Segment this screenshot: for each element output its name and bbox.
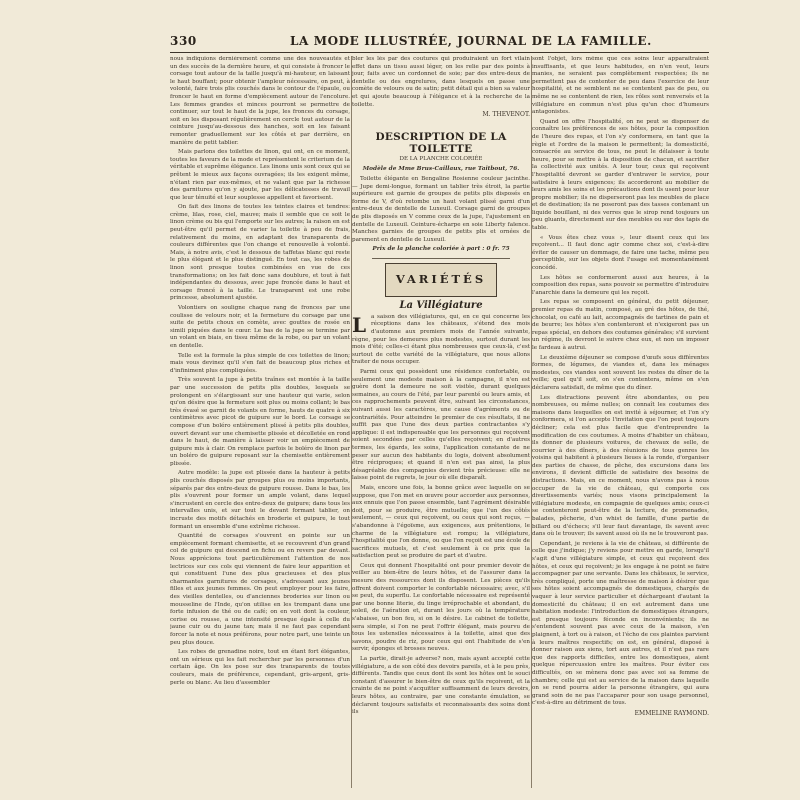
paragraph: Les robes de grenadine noire, tout en étant fort élégantes, ont un sérieux qui les fait rechercher par les personnes d'un certain âge. On les pose sur des transparents de toutes couleurs, mais de préférence, cependant, gris-argent, gris-perle ou blanc. Au lieu d'assembler xyxy=(170,649,350,686)
paragraph: Mais parlons des toilettes de linon, qui ont, en ce moment, toutes les faveurs de la mode et représentent le criterium de la véritable et suprême élégance. Les linons unis sont ceux qui se prêtent le mieux aux façons ouvragées; ils les exigent même, n'étant rien par eux-mêmes, et ne valant que par la richesse des garnitures qu'on y ajoute, par les délicatesses de travail que leur ténuité et leur souplesse appellent et favorisent. xyxy=(170,149,350,201)
paragraph: On fait des linons de toutes les teintes claires et tendres: crème, lilas, rose, ciel, mauve; mais il semble que ce soit le linon crème ou bis qui l'emporte sur les autres; la raison en est peut-être qu'il permet de varier la toilette à peu de frais, relativement du moins, en adaptant des transparents de couleurs différentes que l'on change et renouvelle à volonté. Mais, à notre avis, c'est le dessous de taffetas blanc qui reste le plus élégant et le plus distingué. En tout cas, les robes de linon sont presque toutes combinées en vue de ces transformations; on les fait donc sans doublure, et tout à fait indépendantes du dessous, avec jupe froncée dans le haut et corsage froncé à la taille. Le transparent est une robe princesse, absolument ajustée. xyxy=(170,204,350,302)
journal-title: LA MODE ILLUSTRÉE, JOURNAL DE LA FAMILLE. xyxy=(290,34,652,48)
paragraph: Parmi ceux qui possèdent une résidence confortable, ou seulement une modeste maison à la campagne, il n'en est guère dont la demeure ne soit visitée, durant quelques semaines, au cours de l'été, par leur parenté ou leurs amis, et ces rapprochements peuvent être, suivant les circonstances, suivant aussi les caractères, une cause d'agréments ou de contrariétés. Pour atteindre le premier de ces résultats, il ne suffit pas que l'une des deux parties contractantes s'y applique: il est indispensable que les personnes qui reçoivent soient secondées par celles qu'elles reçoivent; en d'autres termes, les égards, les soins, l'application constante de ne peser sur aucun des habitants du logis, doivent absolument être réciproques; et quand il n'en est pas ainsi, la plus désagréable des compagnies devient très précieuse: elle ne laisse point de regrets, le jour où elle disparaît. xyxy=(352,369,530,482)
article-signature: EMMELINE RAYMOND. xyxy=(634,709,709,717)
paragraph: Les hôtes se conformeront aussi aux heures, à la composition des repas, sans pouvoir se permettre d'introduire l'anarchie dans la demeure qui les reçoit. xyxy=(532,274,709,296)
article-body xyxy=(352,314,530,717)
paragraph: La partie, dirait-je adverse? non, mais ayant accepté cette villégiature, a de son côté des devoirs pareils, et à le peu près, différents. Tandis que ceux dont ils sont les hôtes ont le souci constant d'assurer le bien-être de ceux qu'ils reçoivent, et la crainte de ne point s'acquitter suffisamment de leurs devoirs, leurs hôtes, au contraire, par une constante émulation, se déclarent toujours satisfaits et reconnaissants des soins dont ils xyxy=(352,656,530,716)
section-banner-wrap xyxy=(352,263,530,297)
paragraph: Ceux qui donnent l'hospitalité ont pour premier devoir de veiller au bien-être de leurs hôtes, et de l'assurer dans la mesure des ressources dont ils disposent. Les pièces qu'ils offrent doivent comporter le confortable nécessaire; avec, s'il se peut, du superflu. Le confortable nécessaire est représenté par une bonne literie, du linge irréprochable et abondant, du soleil, de l'aération et, durant les jours où la température s'abaisse, un bon feu, si on le désire. Le cabinet de toilette, sera simple, si l'on ne peut l'offrir élégant, mais pourvu de tous les ustensiles nécessaires à la toilette, ainsi que des savons, poudre de riz, pour ceux qui ont l'habitude de s'en servir, éponges et brosses neuves. xyxy=(352,562,530,653)
paragraph: nous indiquions dernièrement comme une des nouveautés et un des succès de la dernière heure, et qui consiste à froncer le corsage tout autour de la taille jusqu'à mi-hauteur, en laissant le haut bouffant; pour obtenir l'ampleur nécessaire, on peut, à volonté, faire trois plis couchés dans le contour de l'épaule, ou froncer le haut en forme d'empiècement autour de l'encolure. Les femmes grandes et minces pourront se permettre de continuer, sur tout le haut de la jupe, les fronces du corsage, soit en les disposant régulièrement en cercle tout autour de la ceinture jusqu'au-dessous des hanches, soit en les faisant remonter graduellement sur les côtés et par derrière, en manière de petit tablier. xyxy=(170,56,350,146)
paragraph: Très souvent la jupe à petits traînes est montée à la taille par une succession de petits plis doubles, lesquels se prolongent en s'élargissant sur une hauteur qui varie, selon qu'on désire que la fermeture soit plus ou moins collant; le bas très évasé se garnit de volants en forme, hauts de quatre à six centimètres avec picot de guipure sur le bord. Le corsage se compose d'un boléro entièrement plissé à petits plis doubles, ouvert devant sur une chemisette plissée et décolletée en rond dans le haut, de manière à laisser voir un empiècement de guipure mis à clair. On remplace parfois le boléro de linon par un boléro de guipure reposant sur la chemisette entièrement plissée. xyxy=(170,377,350,467)
paragraph: Les repas se composent en général, du petit déjeuner, premier repas du matin, composé, au gré des hôtes, de thé, chocolat, ou café au lait, accompagnés de tartines de pain et de beurre; les hôtes s'en contenteront et n'exigeront pas un repas spécial, en dehors des coutumes générales; s'il survient un régime, ils devront le suivre chez eux, et non un imposer le fardeau à autrui. xyxy=(532,299,709,351)
varietes-banner xyxy=(385,263,497,297)
paragraph: Mais, encore une fois, la bonne grâce avec laquelle on se suppose, que l'on met en œuvre pour accorder aux personnes, aux ennuis que l'on passe ensemble, tant l'agrément désirable doit, pour se produire, être mutuelle; que l'un des côtés seulement, — ceux qui reçoivent, ou ceux qui sont reçus, — s'abandonne à l'égoïsme, aux exigences, aux prétentions, le charme de la villégiature est rompu; la villégiature, l'hospitalité que l'on donne, ou que l'on reçoit est une école de sacrifices mutuels, et c'est seulement à ce prix que la satisfaction peut se produire de part et d'autre. xyxy=(352,484,530,560)
paragraph: Quantité de corsages s'ouvrent en pointe sur un empiècement formant chemisette, et se recouvrent d'un grand col de guipure qui descend en fichu ou en revers par devant. Nous apprécions tout particulièrement l'attention de nos lectrices sur ces cols qui viennent de faire leur apparition et qui constituent l'une des plus gracieuses et des plus charmantes garnitures de corsages, s'adressant aux jeunes filles et aux jeunes femmes. On peut employer pour les faire, des vieilles dentelles, ou d'anciennes broderies sur linon ou mousseline de l'Inde, qu'on utilise en les trempant dans une forte infusion de thé ou de café; on en voit dont la couleur, cerise ou rousse, a une intensité presque égale à celle du jaune cuir ou du jaune tan; mais il ne faut pas cependant forcer la note et nous préférons, pour notre part, une teinte un peu plus douce. xyxy=(170,533,350,646)
section-divider xyxy=(372,258,510,259)
description-title: DESCRIPTION DE LA TOILETTE xyxy=(375,130,507,155)
header-rule xyxy=(170,52,709,53)
page-header xyxy=(170,34,710,54)
description-text: Toilette élégante en Bengaline Rosienne couleur jacinthe. — Jupe demi-longue, formant un tablier très étroit, la partie supérieure est garnie de groupes de petits plis disposés en forme de V, d'où retombe un haut volant plissé garni d'un entre-deux de dentelle de Luxeuil. Corsage garni de groupes de plis disposés en V comme ceux de la jupe, l'ajustement en dentelle de Luxeuil. Ceinture-écharpe en soie Liberty faïence. Manches garnies de groupes de petits plis et ornées de parement en dentelle de Luxeuil. xyxy=(352,175,530,243)
paragraph: sont l'objet, lors même que ces soins leur apparaîtraient insuffisants, et que leurs habitudes, en n'en veut, leurs manies, ne seraient pas complètement respectées; ils ne permettent pas de contenter de peu dans l'exercice de leur hospitalité, et ne semblent ne se contentent pas de peu, ou même ne se contentent de rien, les rôles sont renversés et la villégiature en commun n'est plus qu'un choc d'humeurs antagonistes. xyxy=(532,56,709,116)
paragraph: bler les lés par des coutures qui produiraient un fort vilain effet dans un tissu aussi léger, on les relie par des points à jour, faits avec un cordonnet de soie; par des entre-deux de dentelle ou des engrelures, dans lesquels on passe une comète de velours ou de satin; petit détail qui a bien sa valeur et qui ajoute beaucoup à l'élégance et à la recherche de la toilette. xyxy=(352,56,530,108)
paragraph: Telle est la formule la plus simple de ces toilettes de linon; mais vous devinez qu'il s'en fait de beaucoup plus riches et d'infiniment plus compliquées. xyxy=(170,352,350,374)
description-subtitle: DE LA PLANCHE COLORIÉE xyxy=(399,155,483,162)
paragraph: Cependant, je reviens à la vie de château, si différente de celle que j'indique; j'y reviens pour mettre en garde, lorsqu'il s'agit d'une villégiature simple, et ceux qui reçoivent des hôtes, et ceux qui reçoivent; je les engage à ne point se faire accompagner par une servante. Dans les châteaux, le service, très compliqué, porte une maîtresse de maison à désirer que ses hôtes soient accompagnés de domestiques, chargés de vaquer à leur service particulier et déchargeant d'autant la domesticité du château; il en est autrement dans une habitation modeste: l'introduction de domestiques étrangers, est presque toujours féconde en inconvénients; ils ne s'entendent souvent pas avec ceux de la maison, s'en plaignent, à tort ou à raison, et l'écho de ces plaintes parvient à leurs maîtres respectifs; on est, en général, disposé à donner raison aux siens, tort aux autres, et il n'est pas rare que des rapports difficiles, entre les domestiques, aient quelque répercussion entre les maîtres. Pour éviter ces difficultés, on se mènera donc pas avec soi sa femme de chambre; celle qui est au service de la maison dans laquelle on se rend pourra aider la personne étrangère, qui aura grand soin de ne pas l'accaparer pour son usage personnel, c'est-à-dire au détriment de tous. xyxy=(532,540,709,707)
section-banner-label: VARIÉTÉS xyxy=(395,272,487,287)
paragraph: Le deuxième déjeuner se compose d'œufs sous différentes formes, de légumes, de viandes et, dans les ménages modestes, ces viandes sont souvent les restes du dîner de la veille; quel qu'il soit, on s'en contentera, même on s'en déclarera satisfait, de même que du dîner. xyxy=(532,354,709,391)
paragraph: Les distractions peuvent être abondantes, ou peu nombreuses, ou même nulles; on connaît les coutumes des maisons dans lesquelles on est invité à séjourner, et l'on s'y conformera, si l'on accepte l'invitation que l'on peut toujours décliner; cela est plus facile que d'entreprendre la modification de ces coutumes. A moins d'habiter un château, ils donner de plusieurs voitures, de chevaux de selle, de courrier à des dîners, à des réunions de tous genres les voisins qui habitent à plusieurs lieues à la ronde, d'organiser des parties de chasse, de pêche, des excursions dans les environs, il devient difficile de satisfaire des besoins de distractions. Mais, en ce moment, nous n'avons pas à nous occuper de la vie de château, qui comporte ces divertissements variés; nous visons principalement la villégiature modeste, en compagnie de quelques amis; ceux-ci se contenteront peut-être de la lecture, de promenades, balades, pêcherie, d'un whist de famille, d'une partie de billard ou d'échecs; s'il leur faut davantage, ils savent avec dans où le trouver; ils savent aussi où ils ne le trouveront pas. xyxy=(532,394,709,538)
paragraph: Quand on offre l'hospitalité, on ne peut se dispenser de connaître les préférences de ses hôtes, pour la composition de l'heure des repas, et l'on s'y conformera, en tant que la règle et l'ordre de la maison le permettent; la domesticité, consacrée au service de tous, ne peut le délaisser à toute heure, pour se mettre à la disposition de chacun, et sacrifier la collectivité aux unités. A leur tour, ceux qui reçoivent l'hospitalité devront se garder d'entraver le service, pour satisfaire à leurs exigences; ils accorderont au mobilier de leurs amis les soins et les précautions dont ils usent pour leur propre mobilier; ils ne disperseront pas les meubles de place et de destination; ils ne poseront pas des tasses contenant un liquide bouillant, ni des verres que le sirop rend toujours un peu gluants, directement sur des meubles ou sur des tapis de table. xyxy=(532,118,709,232)
drop-cap: L xyxy=(352,312,367,337)
paragraph: Autre modèle: la jupe est plissée dans la hauteur à petits plis couchés disposés par groupes plus ou moins importants, séparés par des entre-deux de guipure rousse. Dans le bas, les plis s'ouvrent pour former un ample volant, dans lequel s'incrustent en cercle des entre-deux de guipure; dans tous les intervalles unis, et sur tout le devant formant tablier, on incruste des motifs détachés en broderie et guipure, le tout formant un ensemble d'une extrême richesse. xyxy=(170,470,350,530)
middle-column xyxy=(352,56,530,800)
left-column xyxy=(170,56,350,800)
right-column xyxy=(532,56,709,800)
paragraph: a saison des villégiatures, qui, en ce qui concerne les réceptions dans les châteaux, s'étend des mois d'automne aux premiers mois de l'année suivante, règne, pour les demeures plus modestes, surtout durant les mois d'été; celles-ci étant plus nombreuses que ceux-là, c'est surtout de cette variété de la villégiature, que nous allons traiter de nous occuper. xyxy=(352,313,530,366)
paragraph: « Vous êtes chez vous », leur disent ceux qui les reçoivent... Il faut donc agir comme chez soi, c'est-à-dire éviter de causer un dommage, de faire une tache, même peu perceptible, sur les objets dont l'usage est momentanément concédé. xyxy=(532,234,709,272)
page-number: 330 xyxy=(170,34,197,48)
article-title: La Villégiature xyxy=(399,299,483,311)
description-model: Modèle de Mme Brus-Caillaux, rue Taitbout, 76. xyxy=(362,166,520,173)
description-price: Prix de la planche coloriée à part : 0 fr. 75 xyxy=(372,246,510,253)
paragraph: Volontiers on souligne chaque rang de fronces par une coulisse de velours noir, et la fermeture du corsage par une suite de petits choux en comète, avec gouttes de rosée en simili piquées dans le cœur. Le bas de la jupe se termine par un volant en biais, en tissu même de la robe, ou par un volant en dentelle. xyxy=(170,305,350,349)
author-signature: M. THEVENOT. xyxy=(482,111,530,119)
